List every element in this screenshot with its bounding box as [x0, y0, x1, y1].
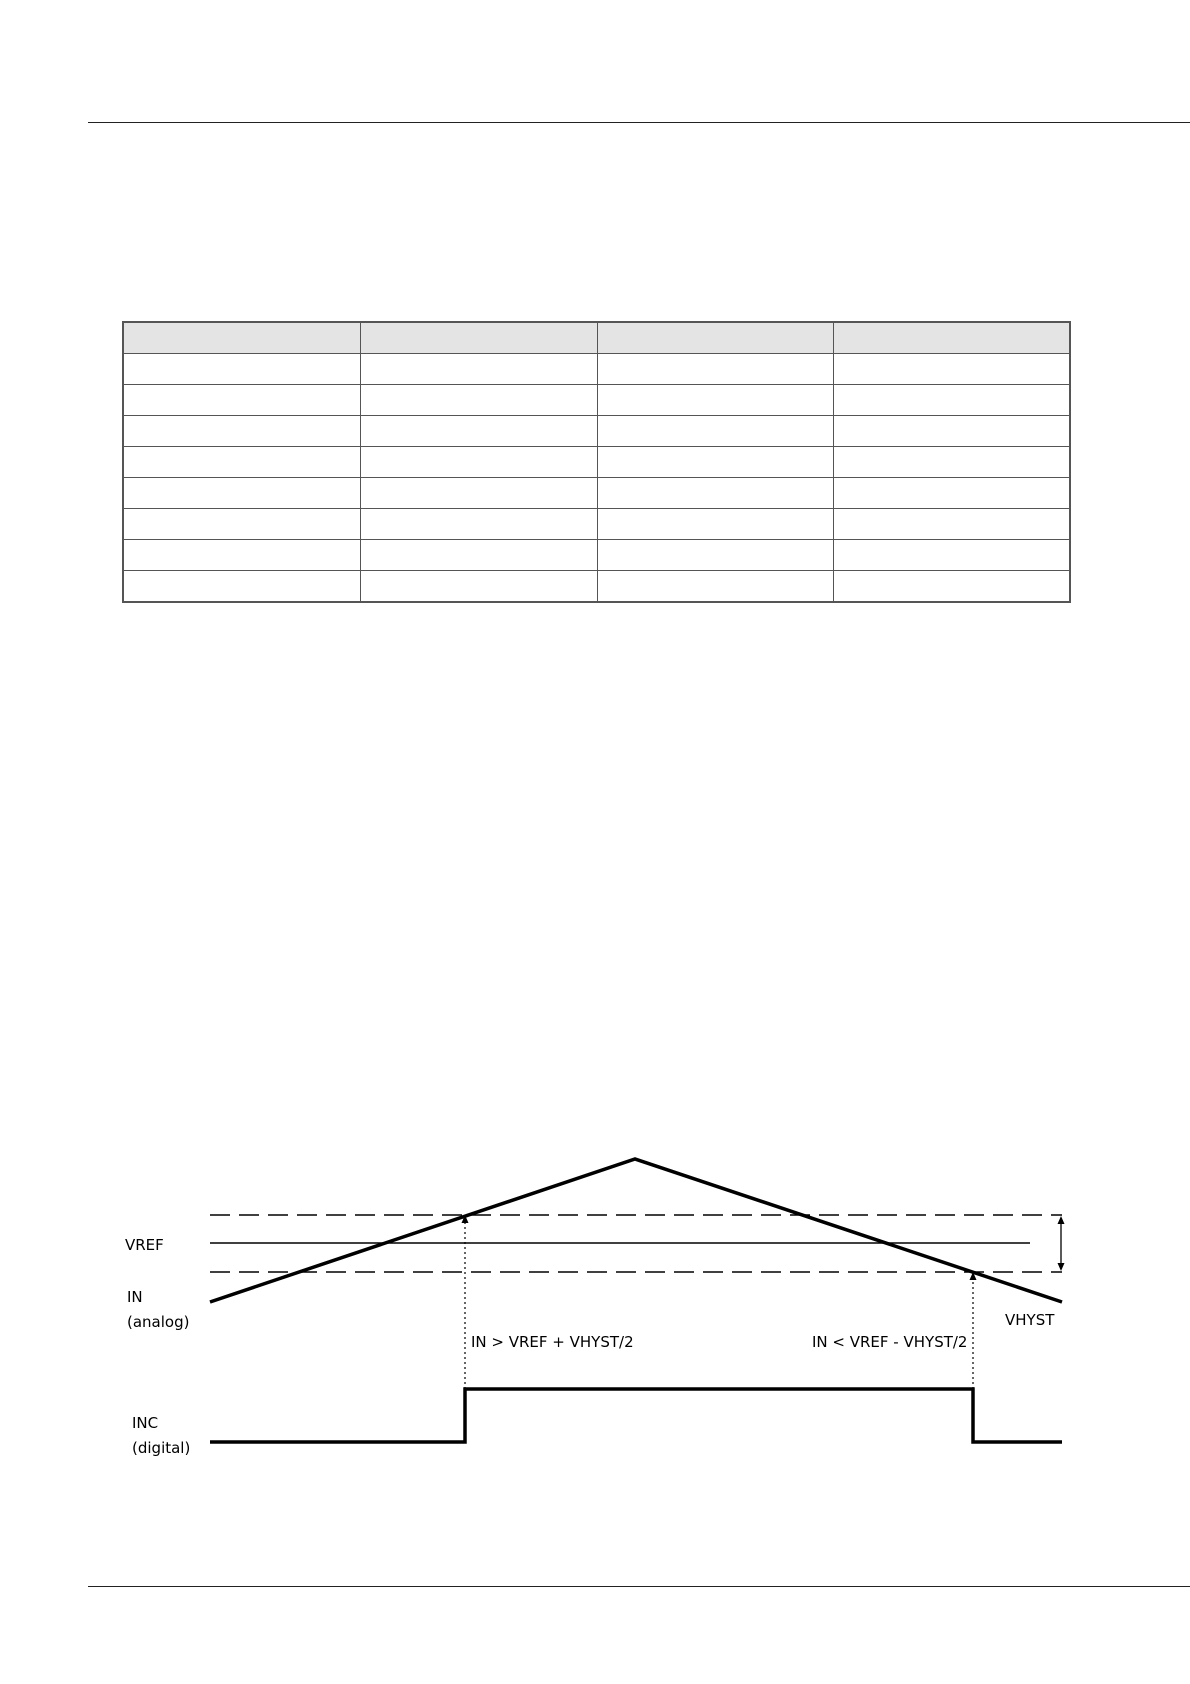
vhyst-label: VHYST	[1005, 1311, 1055, 1329]
in-label: IN	[127, 1288, 143, 1306]
in-analog-label: (analog)	[127, 1313, 190, 1331]
vhyst-arrow-up-icon	[1058, 1216, 1065, 1224]
vhyst-arrow-down-icon	[1058, 1263, 1065, 1271]
rise-condition-label: IN > VREF + VHYST/2	[471, 1333, 634, 1351]
footer-rule	[88, 1586, 1190, 1587]
inc-digital-label: (digital)	[132, 1439, 191, 1457]
inc-label: INC	[132, 1414, 159, 1432]
digital-output-waveform	[210, 1389, 1062, 1442]
fall-condition-label: IN < VREF - VHYST/2	[812, 1333, 968, 1351]
analog-input-waveform	[210, 1159, 1062, 1302]
vref-label: VREF	[125, 1236, 164, 1254]
